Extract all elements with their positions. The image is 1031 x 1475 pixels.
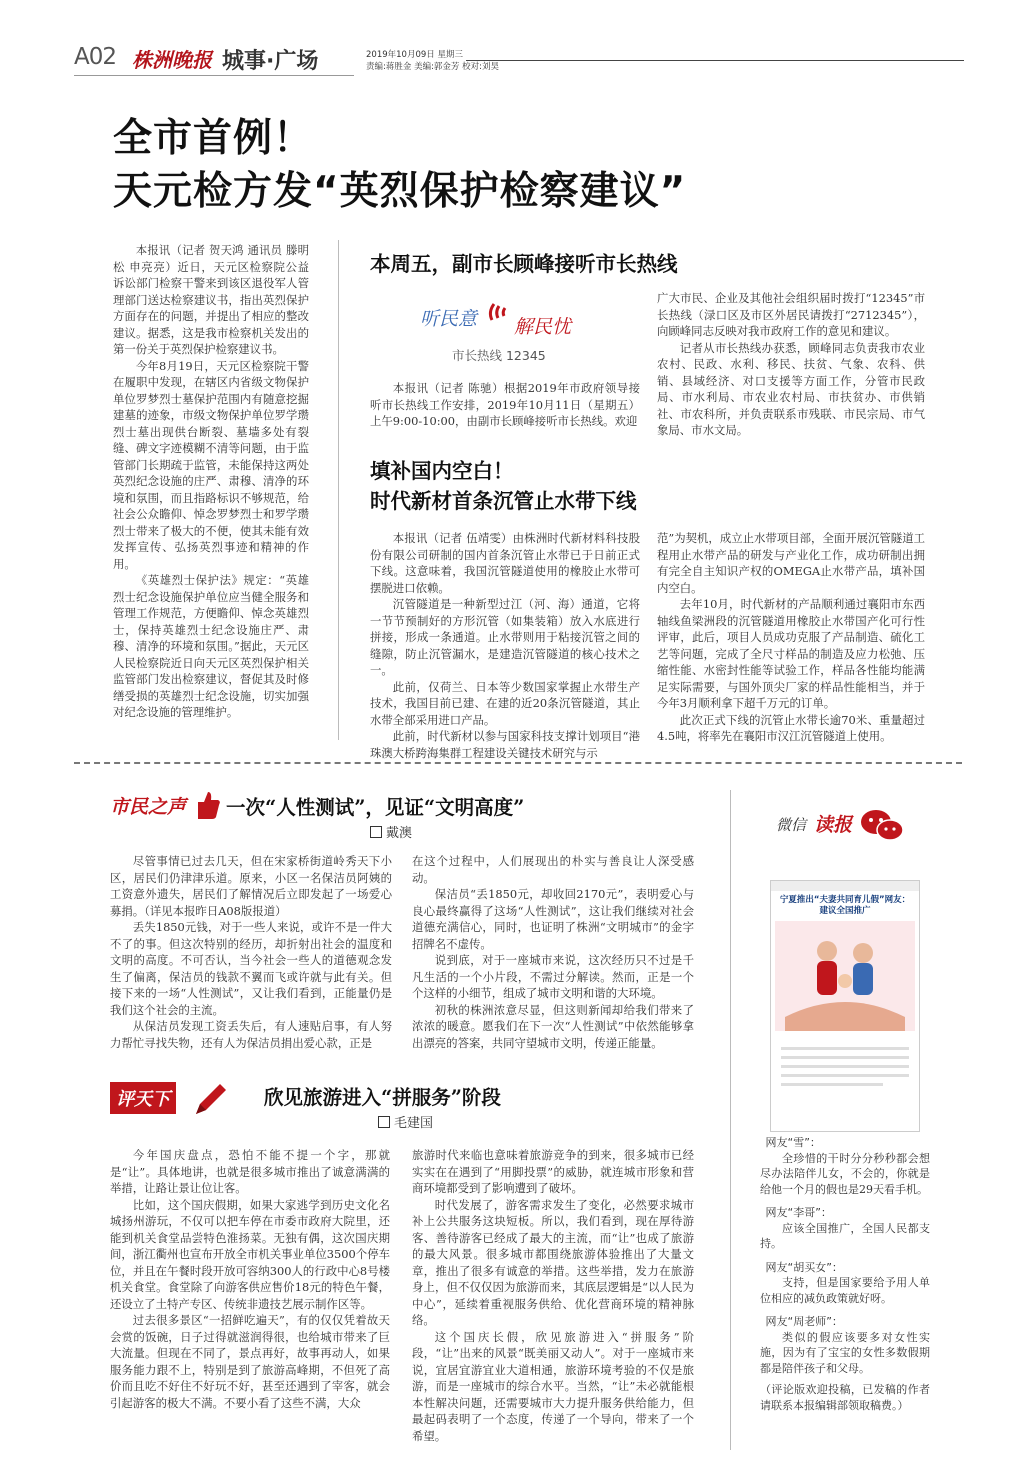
wechat-tag2: 读报 [814,814,853,836]
section-divider [74,762,962,764]
voice-tag-block [110,788,220,828]
comment-user: 网友“胡买女”： [765,1260,843,1274]
lead-paragraph: 《英雄烈士保护法》规定：“英雄烈士纪念设施保护单位应当健全服务和管理工作规范，方便瞻仰、悼念英雄烈士，保持英雄烈士纪念设施庄严、肃穆、清净的环境和氛围。”据此，天元区人民检察院近日向天元区英烈保护相关监管部门发出检察建议，督促其及时修缮受损的英雄烈士纪念设施，切实加强对纪念设施的管理维护。 [113,573,309,719]
waterstop-paragraph: 此次正式下线的沉管止水带长逾70米、重量超过4.5吨，将率先在襄阳市汉江沉管隧道上使用。 [657,712,925,743]
tourism-tag-block [110,1080,230,1124]
page-number: A02 [74,44,117,70]
comment-user: 网友“周老师”： [765,1315,843,1328]
logo-right-text: 解民忧 [514,316,572,338]
wechat-tag: 微信 [776,816,807,834]
voice-author: 戴澳 [386,826,413,841]
voice-paragraph: 丢失1850元钱，对于一些人来说，或许不是一件大不了的事。但这次特别的经历，却折射出社会的温度和文明的高度。不可否认，当今社会一些人的道德观念发生了偏离，保洁员的钱款不翼而飞或许就与此有关。但接下来的一场“人性测试”，又让我们看到，正能量仍是我们这个社会的主流。 [110,920,392,1017]
tourism-byline [378,1112,433,1131]
lead-body [113,242,309,721]
waterstop-paragraph: 此前，仅荷兰、日本等少数国家掌握止水带生产技术，我国目前已建、在建的近20条沉管隧道，其止水带全部采用进口产品。 [370,679,640,727]
tourism-paragraph: 今年国庆盘点，恐怕不能不提一个字，那就是“让”。具体地讲，也就是很多城市推出了诚意满满的举措，让路让景让位让客。 [110,1148,390,1195]
tourism-paragraph: 过去很多景区“一招鲜吃遍天”，有的仅仅凭着故天会赏的饭碗，日子过得就滋润得很，也给城市带来了巨大流量。但现在不同了，景点再好，故事再动人，如果服务能力跟不上，特别是到了旅游高峰期，不但死了高价而且吃不好住不好玩不好，甚至还遇到了宰客，就会引起游客的极大不满。不要小看了这些不满，大众 [110,1313,390,1410]
tourism-paragraph: 这个国庆长假，欣见旅游进入“拼服务”阶段，“让”出来的风景“既美丽又动人”。对于一座城市来说，宜居宜游宜业大道相通，旅游环境考验的不仅是旅游，而是一座城市的综合水平。当然，“让”未必就能根本性解决问题，还需要城市大力提升服务供给能力，但最起码表明了一个态度，传递了一个导向，带来了一个希望。 [412,1329,694,1443]
header-rule [466,60,964,61]
pen-icon [190,1080,230,1120]
column-divider [338,240,339,740]
comment-text: 支持，但是国家要给予用人单位相应的减负政策就好呀。 [760,1276,930,1305]
voice-body-right [412,853,694,1051]
hotline-paragraph: 广大市民、企业及其他社会组织届时拨打“12345”市长热线（渌口区及市区外居民请拨打“2712345”），向顾峰同志反映对我市政府工作的意见和建议。 [657,291,925,338]
lead-paragraph: 今年8月19日，天元区检察院干警在履职中发现，在辖区内省级文物保护单位罗梦烈士墓保护范围内有随意挖掘建墓的迹象，市级文物保护单位罗学瓒烈士墓出现供台断裂、墓墙多处有裂缝、碑文字迹模糊不清等问题，由于监管部门长期疏于监管，未能保持这两处英烈纪念设施的庄严、肃穆、清净的环境和氛围，而且指路标识不够规范，给社会公众瞻仰、悼念罗梦烈士和罗学瓒烈士带来了极大的不便，使其未能有效发挥宣传、弘扬英烈事迹和精神的作用。 [113,358,309,571]
waterstop-body-left [370,530,640,761]
tourism-title: 欣见旅游进入“拼服务”阶段 [264,1086,501,1109]
page-header [0,0,1031,85]
voice-paragraph: 初秋的株洲浓意尽显，但这则新闻却给我们带来了浓浓的暖意。愿我们在下一次“人性测试”中依然能够拿出漂亮的答案，共同守望城市文明，传递正能量。 [412,1002,694,1050]
voice-paragraph: 尽管事情已过去几天，但在宋家桥街道岭秀天下小区，居民们仍津津乐道。原来，小区一名保洁员阿姨的工资意外遗失，居民们了解情况后立即发起了一场爱心募捐。（详见本报昨日A08版报道） [110,854,392,918]
tourism-paragraph: 比如，这个国庆假期，如果大家逃学到历史文化名城扬州游玩，不仅可以把车停在市委市政府大院里，还能到机关食堂品尝特色淮扬菜。无独有偶，这次国庆期间，浙江衢州也宣布开放全市机关事业单位3500个停车位，并且在午餐时段开放可容纳300人的行政中心8号楼机关食堂。食堂除了向游客供应售价18元的特色午餐，还设立了土特产专区、传统非遗技艺展示制作区等。 [110,1197,390,1311]
tourism-author: 毛建国 [394,1116,434,1131]
comment-user: 网友“雪”： [765,1136,821,1149]
byline-box [370,826,382,838]
tourism-tag: 评天下 [110,1082,176,1114]
voice-title: 一次“人性测试”，见证“文明高度” [226,796,525,819]
voice-byline [370,822,412,841]
waterstop-body-right [657,530,925,745]
logo-caption: 市长热线 12345 [452,348,546,363]
hotline-title: 本周五，副市长顾峰接听市长热线 [370,252,678,276]
issue-date: 2019年10月09日 星期三 [366,50,463,60]
header-bottom-rule [74,75,354,76]
thumbnail-text-lines [781,1041,909,1092]
tourism-paragraph: 时代发展了，游客需求发生了变化，必然要求城市补上公共服务这块短板。所以，我们看到，现在厚待游客、善待游客已经成了最大的主流，而“让”也成了旅游的最大风景。很多城市都围绕旅游体验推出了大量文章，推出了很多有诚意的举措。这些举措，发力在旅游身上，但不仅仅因为旅游而来，其底层逻辑是“以人民为中心”，延续着重视服务供给、优化营商环境的精神脉络。 [412,1197,694,1327]
wechat-icon [860,808,904,844]
tourism-body-left [110,1147,390,1411]
section-name: 城事·广场 [222,49,319,74]
thumbs-up-icon [192,788,222,822]
paper-name: 株洲晚报 [132,48,212,72]
hotline-paragraph: 本报讯（记者 陈驰）根据2019年市政府领导接听市长热线工作安排，2019年10月11日（星期五）上午9:00-10:00，由副市长顾峰接听市长热线。欢迎 [370,381,640,428]
thumbnail-title: 宁夏推出“夫妻共同育儿假”网友：建议全国推广 [779,895,911,916]
hotline-body-left [370,380,640,430]
voice-paragraph: 保洁员“丢1850元，却收回2170元”，表明爱心与良心最终赢得了这场“人性测试”，这让我们继续对社会道德充满信心，同时，也证明了株洲“文明城市”的金字招牌名不虚传。 [412,887,694,951]
tourism-paragraph: 旅游时代来临也意味着旅游竞争的到来，很多城市已经实实在在遇到了“用脚投票”的威胁，就连城市形象和营商环境都受到了影响遭到了破坏。 [412,1148,694,1195]
byline-box [378,1116,390,1128]
thumbnail-topbar [771,881,919,891]
lead-title-1: 全市首例！ [113,116,314,161]
voice-body-left [110,853,392,1051]
waterstop-title-2: 时代新材首条沉管止水带下线 [370,489,637,513]
waterstop-paragraph: 本报讯（记者 伍靖雯）由株洲时代新材料科技股份有限公司研制的国内首条沉管止水带已于日前正式下线。这意味着，我国沉管隧道使用的橡胶止水带可摆脱进口依赖。 [370,531,640,595]
voice-paragraph: 从保洁员发现工资丢失后，有人速贴启事，有人努力帮忙寻找失物，还有人为保洁员捐出爱心款，正是 [110,1019,392,1050]
wechat-footer: （评论版欢迎投稿，已发稿的作者请联系本报编辑部领取稿费。） [760,1383,930,1412]
wechat-tag-block [776,808,906,848]
wechat-comments [760,1135,930,1413]
logo-left-text: 听民意 [420,308,478,330]
hotline-body-right [657,290,925,439]
voice-paragraph: 说到底，对于一座城市来说，这次经历只不过是千凡生活的一个小片段，不需过分解读。然而，正是一个个这样的小细节，组成了城市文明和谐的大环境。 [412,953,694,1000]
phone-wave-icon [486,292,516,332]
waterstop-title-1: 填补国内空白！ [370,459,514,483]
comment-user: 网友“李哥”： [765,1206,832,1219]
waterstop-paragraph: 此前，时代新材以参与国家科技支撑计划项目“港珠澳大桥跨海集群工程建设关键技术研究与示 [370,729,640,760]
lead-paragraph: 本报讯（记者 贺天鸿 通讯员 滕明松 申亮亮）近日，天元区检察院公益诉讼部门检察干警来到该区退役军人管理部门送达检察建议书，指出英烈保护方面存在的问题，并提出了相应的整改建议。据悉，这是我市检察机关发出的第一份关于英烈保护检察建议书。 [113,243,309,356]
editor-credits: 责编:蒋胜金 美编:郭金芳 校对:刘昊 [366,62,499,72]
lead-title-2: 天元检方发“英烈保护检察建议” [113,169,687,214]
comment-text: 应该全国推广，全国人民都支持。 [760,1221,930,1250]
hotline-paragraph: 记者从市长热线办获悉，顾峰同志负责我市农业农村、民政、水利、移民、扶贫、气象、农科、供销、县域经济、对口支援等方面工作，分管市民政局、市水利局、市农业农村局、市扶贫办、市供销社、市农科所，并负责联系市残联、市民宗局、市气象局、市水文局。 [657,340,925,437]
waterstop-paragraph: 范”为契机，成立止水带项目部，全面开展沉管隧道工程用止水带产品的研发与产业化工作，成功研制出拥有完全自主知识产权的OMEGA止水带产品，填补国内空白。 [657,531,925,595]
hotline-logo [420,290,610,370]
waterstop-paragraph: 去年10月，时代新材的产品顺利通过襄阳市东西轴线鱼梁洲段的沉管隧道用橡胶止水带国产化可行性评审，此后，项目人员成功克服了产品制造、硫化工艺等问题，完成了全尺寸样品的制造及应力松弛、压缩性能、水密封性能等试验工作，样品各性能均能满足实际需要，与国外顶尖厂家的样品性能相当，并于今年3月顺利拿下超千万元的订单。 [657,597,925,710]
voice-paragraph: 在这个过程中，人们展现出的朴实与善良让人深受感动。 [412,854,694,885]
voice-tag: 市民之声 [110,796,187,818]
comment-text: 类似的假应该要多对女性实施，因为有了宝宝的女性多数假期都是陪伴孩子和父母。 [760,1330,930,1375]
article-thumbnail[interactable] [770,880,920,1132]
wechat-divider [730,790,731,1450]
family-illustration-icon [775,921,915,1031]
tourism-body-right [412,1147,694,1444]
comment-text: 全珍惜的干时分分秒秒都会想尽办法陪伴儿女，不会的，你就是给他一个月的假也是29天看手机。 [760,1151,930,1196]
waterstop-paragraph: 沉管隧道是一种新型过江（河、海）通道，它将一节节预制好的方形沉管（如集装箱）放入水底进行拼接，形成一条通道。止水带则用于粘接沉管之间的缝隙，防止沉管漏水，是建造沉管隧道的核心技术之一。 [370,597,640,677]
